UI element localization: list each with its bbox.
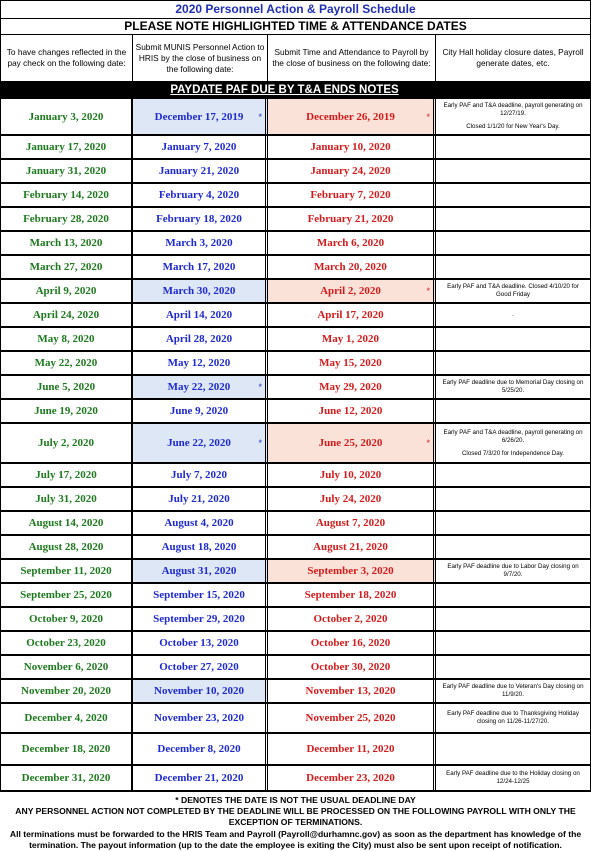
paf-due-date: July 21, 2020 [168,493,230,505]
ta-end-date: July 24, 2020 [319,493,382,505]
paf-due-date: August 4, 2020 [164,517,234,529]
note-text: Early PAF deadline due to Labor Day closing on 9/7/20. [447,563,579,578]
ta-end-date: September 3, 2020 [307,565,394,577]
paf-due-date: March 17, 2020 [162,261,236,273]
paydate-cell: June 19, 2020 [0,400,133,422]
paf-due-cell [133,680,268,702]
notes-cell [436,424,591,462]
ta-end-cell [268,488,436,510]
paf-due-cell [133,304,268,326]
table-row [0,536,591,560]
table-row [0,136,591,160]
column-header-paydate: To have changes reflected in the pay check on the following date: [0,35,133,82]
ta-end-date: May 15, 2020 [319,357,382,369]
ta-end-cell [268,99,436,134]
note-text: Closed 7/3/20 for Independence Day. [461,449,565,457]
ta-end-date: March 20, 2020 [314,261,387,273]
notes-cell [436,512,591,534]
paf-due-date: April 14, 2020 [165,309,233,321]
ta-end-date: September 18, 2020 [304,589,397,601]
ta-end-date: June 25, 2020 [318,437,383,449]
ta-end-cell [268,766,436,790]
ta-end-date: January 10, 2020 [310,141,391,153]
paf-due-date: August 18, 2020 [161,541,237,553]
note-text: Closed 1/1/20 for New Year's Day. [466,123,560,130]
asterisk-marker: * [426,111,430,122]
ta-end-cell [268,680,436,702]
paf-due-cell [133,488,268,510]
notes-cell [436,400,591,422]
paf-due-date: February 18, 2020 [156,213,242,225]
paf-due-cell [133,160,268,182]
table-row [0,560,591,584]
ta-end-date: June 12, 2020 [318,405,383,417]
table-row [0,352,591,376]
notes-cell [436,464,591,486]
column-header-notes: City Hall holiday closure dates, Payroll generate dates, etc. [436,35,591,82]
column-header-paf: Submit MUNIS Personnel Action to HRIS by the close of business on the following date: [133,35,268,82]
ta-end-date: April 17, 2020 [317,309,384,321]
ta-end-date: July 10, 2020 [319,469,382,481]
table-row [0,304,591,328]
paydate-cell: January 31, 2020 [0,160,133,182]
table-row [0,280,591,304]
ta-end-date: October 30, 2020 [310,661,391,673]
paf-due-cell [133,734,268,764]
paydate-cell: January 3, 2020 [0,99,133,134]
column-header-ta: Submit Time and Attendance to Payroll by the close of business on the following date: [268,35,436,82]
paf-due-cell [133,560,268,582]
ta-end-cell [268,376,436,398]
ta-end-cell [268,280,436,302]
table-row [0,680,591,704]
paf-due-cell [133,464,268,486]
paydate-cell: November 6, 2020 [0,656,133,678]
paf-due-date: November 23, 2020 [154,712,244,724]
paydate-cell: July 31, 2020 [0,488,133,510]
paf-due-cell [133,376,268,398]
ta-end-date: October 16, 2020 [310,637,391,649]
table-row [0,400,591,424]
asterisk-marker: * [258,382,262,392]
paf-due-cell [133,512,268,534]
asterisk-marker: * [426,286,430,296]
ta-end-cell [268,536,436,558]
paf-due-cell [133,608,268,630]
ta-end-date: August 7, 2020 [315,517,386,529]
ta-end-cell [268,304,436,326]
notes-cell [436,632,591,654]
ta-end-cell [268,656,436,678]
table-row [0,464,591,488]
paf-due-cell [133,256,268,278]
paf-due-cell [133,280,268,302]
notes-cell [436,488,591,510]
paf-due-cell [133,424,268,462]
ta-end-date: November 13, 2020 [305,685,396,697]
ta-end-cell [268,328,436,350]
notes-cell [436,328,591,350]
table-row [0,608,591,632]
table-row [0,512,591,536]
ta-end-date: February 7, 2020 [310,189,391,201]
note-text: Early PAF deadline due to the Holiday closing on 12/24-12/25 [446,770,580,785]
paf-due-date: May 12, 2020 [167,357,231,369]
notes-cell [436,704,591,732]
notes-cell [436,304,591,326]
paydate-cell: October 23, 2020 [0,632,133,654]
paydate-cell: August 28, 2020 [0,536,133,558]
ta-end-date: November 25, 2020 [305,712,396,724]
ta-end-cell [268,232,436,254]
deadline-warning: ANY PERSONNEL ACTION NOT COMPLETED BY THE DEADLINE WILL BE PROCESSED ON THE FOLLOWING PAYROLL WITH ONLY THE EXCEPTION OF TERMINATIONS. [15,806,576,828]
notes-cell [436,232,591,254]
table-row [0,256,591,280]
ta-end-date: May 1, 2020 [321,333,380,345]
paf-due-cell [133,99,268,134]
star-note: * DENOTES THE DATE IS NOT THE USUAL DEADLINE DAY [175,795,416,805]
ta-end-cell [268,424,436,462]
ta-end-date: October 2, 2020 [313,613,388,625]
table-row [0,376,591,400]
ta-end-date: April 2, 2020 [320,285,381,297]
table-row [0,488,591,512]
paf-due-cell [133,632,268,654]
paf-due-date: March 3, 2020 [165,237,233,249]
paf-due-date: March 30, 2020 [162,285,236,297]
notes-cell [436,734,591,764]
paydate-cell: August 14, 2020 [0,512,133,534]
ta-end-cell [268,734,436,764]
paf-due-cell [133,232,268,254]
paf-due-date: August 31, 2020 [161,565,237,577]
paydate-cell: December 18, 2020 [0,734,133,764]
paf-due-date: June 9, 2020 [169,405,229,417]
ta-end-date: December 11, 2020 [306,743,395,755]
paf-due-date: May 22, 2020 [167,381,231,393]
paydate-cell: September 25, 2020 [0,584,133,606]
ta-end-cell [268,208,436,230]
table-row [0,656,591,680]
paf-due-cell [133,536,268,558]
table-row [0,160,591,184]
paf-due-date: November 10, 2020 [154,685,244,697]
notes-cell [436,184,591,206]
table-row [0,424,591,464]
ta-end-cell [268,632,436,654]
table-row [0,232,591,256]
asterisk-marker: * [426,438,430,448]
ta-end-cell [268,352,436,374]
ta-end-cell [268,184,436,206]
note-text: Early PAF and T&A deadline, payroll generating on 6/26/20. [443,428,583,444]
notes-cell [436,656,591,678]
paf-due-date: December 8, 2020 [157,743,241,755]
ta-end-date: March 6, 2020 [316,237,385,249]
ta-end-cell [268,512,436,534]
ta-end-date: December 23, 2020 [306,772,395,784]
paydate-cell: May 8, 2020 [0,328,133,350]
column-headers [0,35,591,82]
paf-due-cell [133,656,268,678]
paf-due-date: January 7, 2020 [161,141,237,153]
paf-due-date: October 13, 2020 [159,637,239,649]
note-text: Early PAF and T&A deadline, payroll generating on 12/27/19. [443,102,583,117]
table-row [0,208,591,232]
paf-due-cell [133,704,268,732]
paf-due-date: April 28, 2020 [165,333,233,345]
notes-cell [436,99,591,134]
paf-due-date: July 7, 2020 [171,469,227,481]
ta-end-cell [268,464,436,486]
paf-due-date: December 21, 2020 [154,772,244,784]
notes-cell [436,280,591,302]
paf-due-cell [133,584,268,606]
notes-cell [436,584,591,606]
paf-due-cell [133,136,268,158]
paf-due-cell [133,328,268,350]
page-title: 2020 Personnel Action & Payroll Schedule [0,0,591,18]
paf-due-cell [133,400,268,422]
notes-cell [436,208,591,230]
column-labels: PAYDATE PAF DUE BY T&A ENDS NOTES [170,84,399,96]
ta-end-date: January 24, 2020 [310,165,391,177]
paydate-cell: July 2, 2020 [0,424,133,462]
notes-cell [436,376,591,398]
paf-due-cell [133,766,268,790]
paydate-cell: May 22, 2020 [0,352,133,374]
notes-cell [436,160,591,182]
table-row [0,328,591,352]
notes-cell [436,560,591,582]
paf-due-date: October 27, 2020 [159,661,239,673]
paf-due-date: June 22, 2020 [167,437,231,449]
schedule-table [0,99,591,792]
ta-end-cell [268,608,436,630]
notes-cell [436,536,591,558]
paydate-cell: February 28, 2020 [0,208,133,230]
ta-end-cell [268,256,436,278]
table-row [0,766,591,792]
asterisk-marker: * [258,438,262,448]
paydate-cell: February 14, 2020 [0,184,133,206]
ta-end-cell [268,560,436,582]
table-row [0,99,591,136]
ta-end-cell [268,400,436,422]
note-text: Early PAF deadline due to Thanksgiving Holiday closing on 11/26-11/27/20. [447,710,579,725]
paf-due-date: September 29, 2020 [153,613,245,625]
ta-end-cell [268,704,436,732]
paydate-cell: March 13, 2020 [0,232,133,254]
paf-due-cell [133,208,268,230]
notes-cell [436,608,591,630]
note-text: Early PAF deadline due to Memorial Day closing on 5/25/20. [442,379,584,394]
ta-end-cell [268,584,436,606]
table-row [0,584,591,608]
paydate-cell: September 11, 2020 [0,560,133,582]
notes-cell [436,136,591,158]
paydate-cell: June 5, 2020 [0,376,133,398]
footer [0,792,591,851]
ta-end-date: February 21, 2020 [307,213,394,225]
notes-cell [436,352,591,374]
paf-due-date: December 17, 2019 [154,110,244,123]
paf-due-cell [133,352,268,374]
paf-due-cell [133,184,268,206]
paydate-cell: April 9, 2020 [0,280,133,302]
note-text: Early PAF and T&A deadline. Closed 4/10/20 for Good Friday [447,283,579,298]
note-text: . [512,311,514,318]
paydate-cell: December 31, 2020 [0,766,133,790]
table-row [0,632,591,656]
paydate-cell: July 17, 2020 [0,464,133,486]
notes-cell [436,680,591,702]
paf-due-date: January 21, 2020 [158,165,240,177]
column-labels-bar [0,82,591,99]
table-row [0,184,591,208]
ta-end-cell [268,160,436,182]
paf-due-date: February 4, 2020 [158,189,240,201]
notes-cell [436,766,591,790]
ta-end-date: August 21, 2020 [313,541,388,553]
paydate-cell: March 27, 2020 [0,256,133,278]
ta-end-cell [268,136,436,158]
paydate-cell: January 17, 2020 [0,136,133,158]
paydate-cell: December 4, 2020 [0,704,133,732]
table-row [0,734,591,766]
paydate-cell: November 20, 2020 [0,680,133,702]
terminations-note: All terminations must be forwarded to the HRIS Team and Payroll (Payroll@durhamnc.gov) as soon as the department has knowledge of the termination. The payout information (up to the date the employee is exiting the City) must also be sent upon receipt of notification. [9,828,582,850]
page-subtitle: PLEASE NOTE HIGHLIGHTED TIME & ATTENDANCE DATES [0,18,591,35]
paf-due-date: September 15, 2020 [153,589,245,601]
table-row [0,704,591,734]
paydate-cell: October 9, 2020 [0,608,133,630]
ta-end-date: May 29, 2020 [319,381,382,393]
paydate-cell: April 24, 2020 [0,304,133,326]
asterisk-marker: * [258,111,262,122]
notes-cell [436,256,591,278]
note-text: Early PAF deadline due to Veteran's Day closing on 11/9/20. [442,683,584,698]
ta-end-date: December 26, 2019 [306,110,395,123]
